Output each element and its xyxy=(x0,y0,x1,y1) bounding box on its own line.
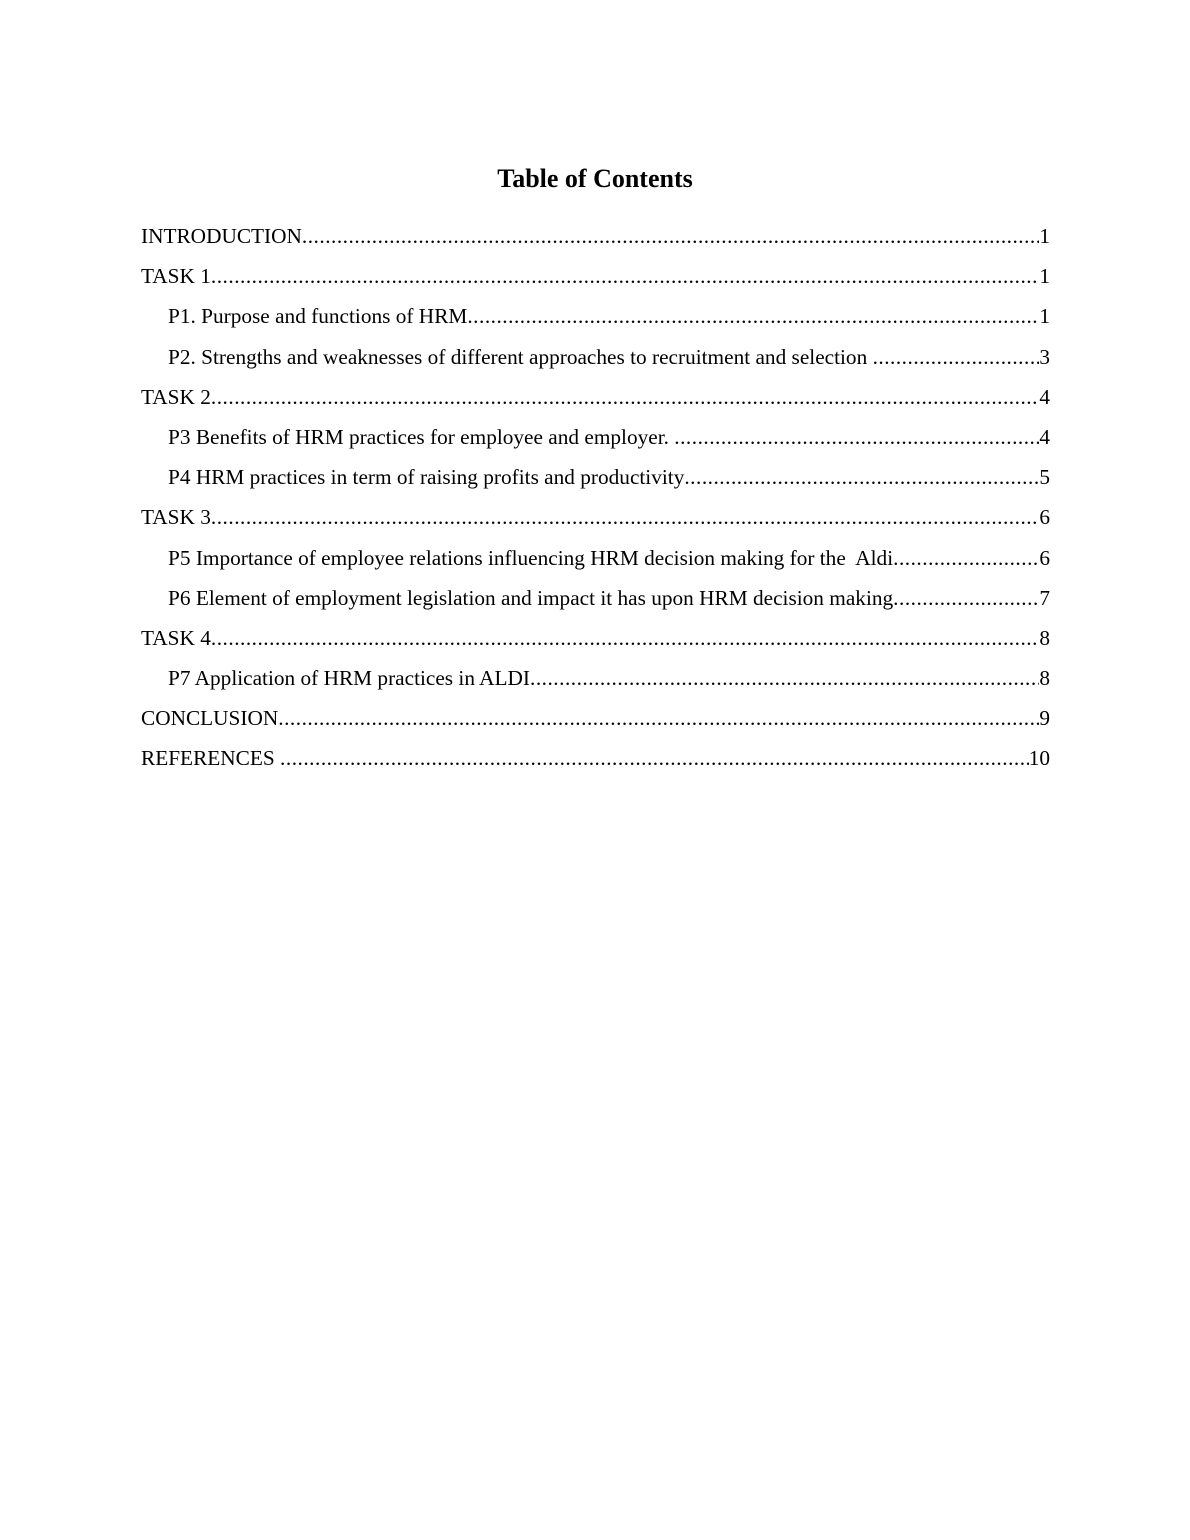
toc-entry-label: P4 HRM practices in term of raising profits and productivity xyxy=(168,465,685,490)
toc-entry-conclusion[interactable] xyxy=(141,702,1050,742)
dot-leader xyxy=(211,622,1039,654)
toc-entry-page: 6 xyxy=(1039,545,1050,570)
toc-entry-page: 5 xyxy=(1039,465,1050,490)
toc-entry-page: 4 xyxy=(1039,424,1050,449)
dot-leader xyxy=(211,501,1039,533)
dot-leader xyxy=(467,300,1039,332)
toc-entry-task-4[interactable] xyxy=(141,622,1050,662)
toc-entry-p2[interactable] xyxy=(141,341,1050,381)
toc-entry-p7[interactable] xyxy=(141,662,1050,702)
toc-entry-page: 10 xyxy=(1028,746,1050,771)
toc-entry-page: 4 xyxy=(1039,384,1050,409)
toc-entry-page: 6 xyxy=(1039,505,1050,530)
toc-entry-p6[interactable] xyxy=(141,582,1050,622)
toc-entry-page: 8 xyxy=(1039,625,1050,650)
toc-entry-label: P2. Strengths and weaknesses of different approaches to recruitment and selection xyxy=(168,344,873,369)
toc-entry-p3[interactable] xyxy=(141,421,1050,461)
toc-entry-label: CONCLUSION xyxy=(141,706,279,731)
toc-entry-page: 9 xyxy=(1039,706,1050,731)
dot-leader xyxy=(211,381,1039,413)
dot-leader xyxy=(530,662,1039,694)
toc-entry-label: INTRODUCTION xyxy=(141,224,302,248)
toc-entry-task-1[interactable] xyxy=(141,260,1050,300)
toc-entry-label: P3 Benefits of HRM practices for employee and employer. xyxy=(168,424,675,449)
toc-entry-introduction[interactable] xyxy=(141,220,1050,260)
toc-entry-references[interactable] xyxy=(141,742,1050,782)
toc-entry-page: 3 xyxy=(1039,344,1050,369)
toc-entry-label: P7 Application of HRM practices in ALDI xyxy=(168,666,530,691)
dot-leader xyxy=(893,542,1039,574)
dot-leader xyxy=(302,220,1039,252)
toc-entry-p5[interactable] xyxy=(141,542,1050,582)
dot-leader xyxy=(278,702,1039,734)
toc-entry-label: P1. Purpose and functions of HRM xyxy=(168,304,468,329)
toc-entry-label: TASK 3 xyxy=(141,505,211,530)
dot-leader xyxy=(280,742,1029,774)
toc-entry-page: 7 xyxy=(1039,585,1050,610)
toc-entry-page: 1 xyxy=(1039,304,1050,329)
toc-title: Table of Contents xyxy=(497,164,693,193)
toc-list xyxy=(141,220,1050,783)
toc-entry-label: REFERENCES xyxy=(141,746,281,771)
dot-leader xyxy=(873,341,1040,373)
toc-entry-page: 1 xyxy=(1039,264,1050,289)
dot-leader xyxy=(211,260,1039,292)
dot-leader xyxy=(893,582,1039,614)
toc-entry-p4[interactable] xyxy=(141,461,1050,501)
toc-entry-label: TASK 1 xyxy=(141,264,211,289)
toc-entry-label: P5 Importance of employee relations influencing HRM decision making for the Aldi xyxy=(168,545,894,570)
toc-entry-label: P6 Element of employment legislation and impact it has upon HRM decision making xyxy=(168,585,894,610)
toc-entry-task-2[interactable] xyxy=(141,381,1050,421)
toc-entry-label: TASK 4 xyxy=(141,625,211,650)
toc-entry-page: 1 xyxy=(1039,224,1050,248)
dot-leader xyxy=(684,461,1039,493)
toc-entry-page: 8 xyxy=(1039,666,1050,691)
toc-entry-p1[interactable] xyxy=(141,300,1050,340)
dot-leader xyxy=(674,421,1039,453)
toc-entry-label: TASK 2 xyxy=(141,384,211,409)
toc-entry-task-3[interactable] xyxy=(141,501,1050,541)
